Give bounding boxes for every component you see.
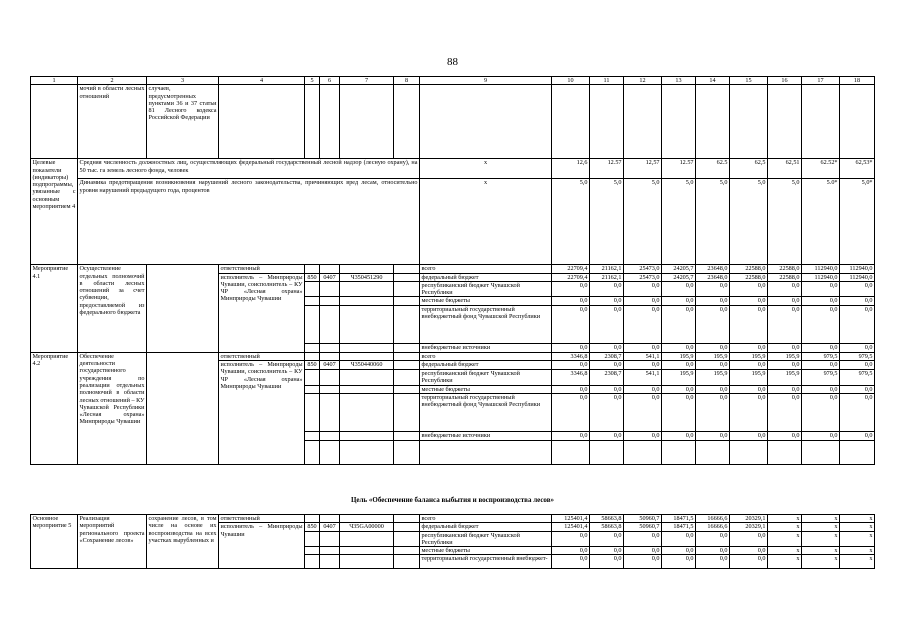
funding-value: 58663,8 [590,523,624,531]
funding-value: 0,0 [590,431,624,440]
funding-value: 16666,6 [696,515,730,523]
funding-source: территориальный государственный внебюджет- [420,555,552,569]
measure-label: Основное мероприятие 5 [31,515,78,569]
target-text: Средняя численность должностных лиц, осуществляющих федеральный государственный лесной надзор (лесную охрану), на 50 тыс. га земель лесного фонда, человек [78,159,420,179]
funding-value: 979,5 [840,352,875,360]
funding-value: 18471,5 [662,515,696,523]
funding-value: 21162,1 [590,273,624,281]
funding-value: 0,0 [696,385,730,393]
funding-value: 25473,0 [624,273,662,281]
funding-value: 0,0 [802,281,840,297]
funding-value: 195,9 [662,352,696,360]
target-row: Динамика предотвращения возникновения нарушений лесного законодательства, причиняющих вред лесам, относительно уровня нарушений предыдущего года, процентов x 5,0 5,0 5,0 5,0 5,0 5,0 5,0 5.0* 5,0* [31,179,875,265]
funding-value: 125401,4 [552,523,590,531]
funding-value: 0,0 [730,297,768,305]
funding-value: 50960,7 [624,523,662,531]
funding-value: x [768,523,802,531]
funding-value: 0,0 [730,343,768,352]
funding-value: 0,0 [662,385,696,393]
funding-value: x [840,531,875,547]
funding-value: 0,0 [662,361,696,370]
funding-value: 195,9 [696,370,730,386]
funding-value: 20329,1 [730,515,768,523]
funding-value: 0,0 [696,547,730,555]
funding-value: 195,9 [662,370,696,386]
funding-value: 0,0 [662,393,696,431]
funding-source: внебюджетные источники [420,431,552,440]
funding-source: федеральный бюджет [420,361,552,370]
funding-value: 112940,0 [802,265,840,273]
funding-value: 0,0 [624,531,662,547]
funding-value: 22588,0 [768,265,802,273]
funding-value: 0,0 [840,385,875,393]
funding-value: x [840,523,875,531]
program-table-goal [30,514,875,569]
funding-value: 0,0 [696,431,730,440]
funding-value: 0,0 [662,343,696,352]
funding-value: 0,0 [662,531,696,547]
funding-value: 0,0 [840,281,875,297]
funding-value: x [768,531,802,547]
funding-value: 0,0 [552,385,590,393]
funding-source: внебюджетные источники [420,343,552,352]
funding-value: 0,0 [802,385,840,393]
funding-value: 0,0 [840,431,875,440]
measure-label: Мероприятие 4.2 [31,352,78,464]
funding-source: республиканский бюджет Чувашской Республики [420,370,552,386]
funding-value: 0,0 [802,343,840,352]
funding-value: 0,0 [768,431,802,440]
funding-value: 0,0 [768,385,802,393]
funding-value: 2308,7 [590,370,624,386]
funding-value: 0,0 [552,343,590,352]
funding-value: 0,0 [730,555,768,569]
funding-source: территориальный государственный внебюджетный фонд Чувашской Республики [420,305,552,343]
funding-value: 0,0 [768,361,802,370]
funding-value: 22709,4 [552,265,590,273]
funding-value: 0,0 [590,361,624,370]
funding-source: республиканский бюджет Чувашской Республики [420,531,552,547]
funding-value: 0,0 [662,305,696,343]
measure-executor: ответственный [219,352,305,360]
funding-value: 0,0 [624,385,662,393]
funding-value: 0,0 [552,531,590,547]
funding-value: 0,0 [590,531,624,547]
funding-value: 0,0 [696,555,730,569]
funding-value: 0,0 [590,385,624,393]
funding-value: 195,9 [768,352,802,360]
goal-title: Цель «Обеспечение баланса выбытия и воспроизводства лесов» [350,496,555,504]
measure-code-rz: 0407 [320,523,340,531]
measure-code-rz: 0407 [320,273,340,281]
funding-value: 0,0 [802,297,840,305]
header-row: 1 2 3 4 5 6 7 8 9 10 11 12 13 14 15 16 17 18 [31,77,875,85]
funding-value: 0,0 [768,393,802,431]
funding-value: x [802,547,840,555]
funding-row [31,352,875,360]
funding-source: территориальный государственный внебюджетный фонд Чувашской Республики [420,393,552,431]
funding-value: 18471,5 [662,523,696,531]
funding-value: x [840,515,875,523]
funding-value: 541,1 [624,352,662,360]
funding-value: 0,0 [662,297,696,305]
funding-value: 0,0 [624,343,662,352]
funding-value: 0,0 [730,281,768,297]
funding-value: 0,0 [552,297,590,305]
funding-value: 0,0 [730,547,768,555]
funding-value: 0,0 [802,305,840,343]
measure-executor: исполнитель – Минприроды Чувашии [219,523,305,569]
funding-value: 112940,0 [840,273,875,281]
funding-value: x [802,555,840,569]
funding-value: 195,9 [730,352,768,360]
funding-value: 58663,8 [590,515,624,523]
measure-name: Реализация мероприятий регионального проекта «Сохранение лесов» [78,515,147,569]
measure-executor: исполнитель – Минприроды Чувашии, соисполнитель – КУ ЧР «Лесная охрана» Минприроды Чувашии [219,361,305,465]
funding-value: 0,0 [696,343,730,352]
measure-executor: исполнитель – Минприроды Чувашии, соисполнитель – КУ ЧР «Лесная охрана» Минприроды Чувашии [219,273,305,352]
funding-source: местные бюджеты [420,385,552,393]
measure-name: Обеспечение деятельности государственного учреждения по реализации отдельных полномочий в области лесных отношений – КУ Чувашской Республики «Лесная охрана» Минприроды Чувашии [78,352,147,464]
measure-result [147,352,219,464]
funding-value: 16666,6 [696,523,730,531]
funding-value: 0,0 [696,531,730,547]
funding-value: 0,0 [590,393,624,431]
funding-value: 0,0 [730,393,768,431]
funding-value: 0,0 [696,281,730,297]
funding-value: 22588,0 [768,273,802,281]
funding-value: x [768,555,802,569]
funding-value: 0,0 [730,305,768,343]
funding-value: 0,0 [768,305,802,343]
funding-value: 0,0 [624,281,662,297]
measure-code-csr: Ч350440060 [340,361,394,370]
funding-value: 0,0 [624,305,662,343]
funding-source: всего [420,265,552,273]
funding-value: 3346,8 [552,352,590,360]
measure-code-grbs: 850 [305,273,320,281]
funding-value: 0,0 [624,361,662,370]
funding-value: 0,0 [696,305,730,343]
funding-value: 0,0 [552,431,590,440]
funding-value: 24205,7 [662,273,696,281]
funding-value: 21162,1 [590,265,624,273]
funding-value: 0,0 [696,297,730,305]
funding-value: 0,0 [662,431,696,440]
funding-source: федеральный бюджет [420,273,552,281]
funding-value: 2308,7 [590,352,624,360]
funding-value: x [802,515,840,523]
funding-row [31,265,875,273]
funding-value: 0,0 [590,555,624,569]
funding-value: 22588,0 [730,273,768,281]
funding-value: 0,0 [624,555,662,569]
funding-value: 0,0 [840,361,875,370]
funding-value: 541,1 [624,370,662,386]
target-text: Динамика предотвращения возникновения нарушений лесного законодательства, причиняющих вред лесам, относительно уровня нарушений предыдущего года, процентов [78,179,420,265]
funding-value: 0,0 [552,361,590,370]
target-row: Целевые показатели (индикаторы) подпрограммы, увязанные с основным мероприятием 4 Средняя численность должностных лиц, осуществляющих федеральный государственный лесной надзор (лесную охрану), на 50 тыс. га земель лесного фонда, человек x 12,6 12.57 12,57 12.57 62.5 62,5 62,51 62.52* 62,53* [31,159,875,179]
funding-value: x [768,547,802,555]
funding-value: 0,0 [662,547,696,555]
funding-value: 112940,0 [840,265,875,273]
funding-value: 0,0 [590,343,624,352]
measure-result [147,265,219,352]
funding-value: 0,0 [552,547,590,555]
funding-source: всего [420,352,552,360]
funding-value: 0,0 [662,281,696,297]
continuation-row [31,85,875,159]
funding-source: местные бюджеты [420,297,552,305]
funding-value: 979,5 [802,370,840,386]
funding-value: 24205,7 [662,265,696,273]
measure-executor: ответственный [219,515,305,523]
funding-value: 979,5 [840,370,875,386]
funding-value: 0,0 [730,431,768,440]
funding-value: 3346,8 [552,370,590,386]
funding-value: 0,0 [696,393,730,431]
funding-value: 0,0 [840,297,875,305]
funding-source: федеральный бюджет [420,523,552,531]
funding-source: республиканский бюджет Чувашской Республики [420,281,552,297]
funding-value: 0,0 [840,393,875,431]
measure-code-grbs: 850 [305,361,320,370]
funding-value: 0,0 [624,547,662,555]
funding-value: x [768,515,802,523]
measure-code-grbs: 850 [305,523,320,531]
funding-value: 0,0 [552,305,590,343]
funding-value: 0,0 [552,281,590,297]
measure-executor: ответственный [219,265,305,273]
funding-value: 0,0 [730,531,768,547]
funding-value: 0,0 [624,393,662,431]
funding-value: 0,0 [662,555,696,569]
cont-col3: случаев, предусмотренных пунктами 36 и 37 статьи 81 Лесного кодекса Российской Федерации [147,85,219,159]
funding-value: 0,0 [590,305,624,343]
funding-value: x [840,547,875,555]
funding-value: 195,9 [768,370,802,386]
funding-value: 0,0 [802,431,840,440]
funding-row [31,515,875,523]
funding-value: 195,9 [730,370,768,386]
measure-label: Мероприятие 4.1 [31,265,78,352]
funding-value: 0,0 [552,555,590,569]
funding-source: всего [420,515,552,523]
funding-value: 0,0 [552,393,590,431]
funding-value: 0,0 [840,343,875,352]
funding-source: местные бюджеты [420,547,552,555]
funding-value: 23648,0 [696,273,730,281]
funding-value: 0,0 [590,547,624,555]
measure-code-csr: Ч35GA00000 [340,523,394,531]
funding-value: 112940,0 [802,273,840,281]
funding-value: 0,0 [730,361,768,370]
funding-value: 0,0 [590,281,624,297]
funding-value: 0,0 [624,431,662,440]
funding-value: 0,0 [768,281,802,297]
funding-value: x [840,555,875,569]
funding-value: 979,5 [802,352,840,360]
funding-value: 22588,0 [730,265,768,273]
funding-value: 0,0 [840,305,875,343]
page-number: 88 [447,56,458,68]
funding-value: x [802,523,840,531]
measure-code-rz: 0407 [320,361,340,370]
funding-value: 0,0 [590,297,624,305]
measure-result: сохранение лесов, в том числе на основе их воспроизводства на всех участках вырубленных и [147,515,219,569]
funding-value: x [802,531,840,547]
funding-value: 0,0 [768,297,802,305]
targets-label: Целевые показатели (индикаторы) подпрограммы, увязанные с основным мероприятием 4 [31,159,78,265]
funding-value: 20329,1 [730,523,768,531]
funding-value: 0,0 [696,361,730,370]
funding-value: 0,0 [802,393,840,431]
funding-value: 0,0 [730,385,768,393]
cont-col2: мочий в области лесных отношений [78,85,147,159]
measure-code-csr: Ч350451290 [340,273,394,281]
funding-value: 195,9 [696,352,730,360]
funding-value: 23648,0 [696,265,730,273]
program-table [30,76,875,465]
funding-value: 0,0 [768,343,802,352]
funding-value: 125401,4 [552,515,590,523]
funding-value: 0,0 [624,297,662,305]
funding-value: 25473,0 [624,265,662,273]
funding-value: 0,0 [802,361,840,370]
funding-value: 50960,7 [624,515,662,523]
funding-value: 22709,4 [552,273,590,281]
measure-name: Осуществление отдельных полномочий в области лесных отношений за счет субвенции, предоставляемой из федерального бюджета [78,265,147,352]
